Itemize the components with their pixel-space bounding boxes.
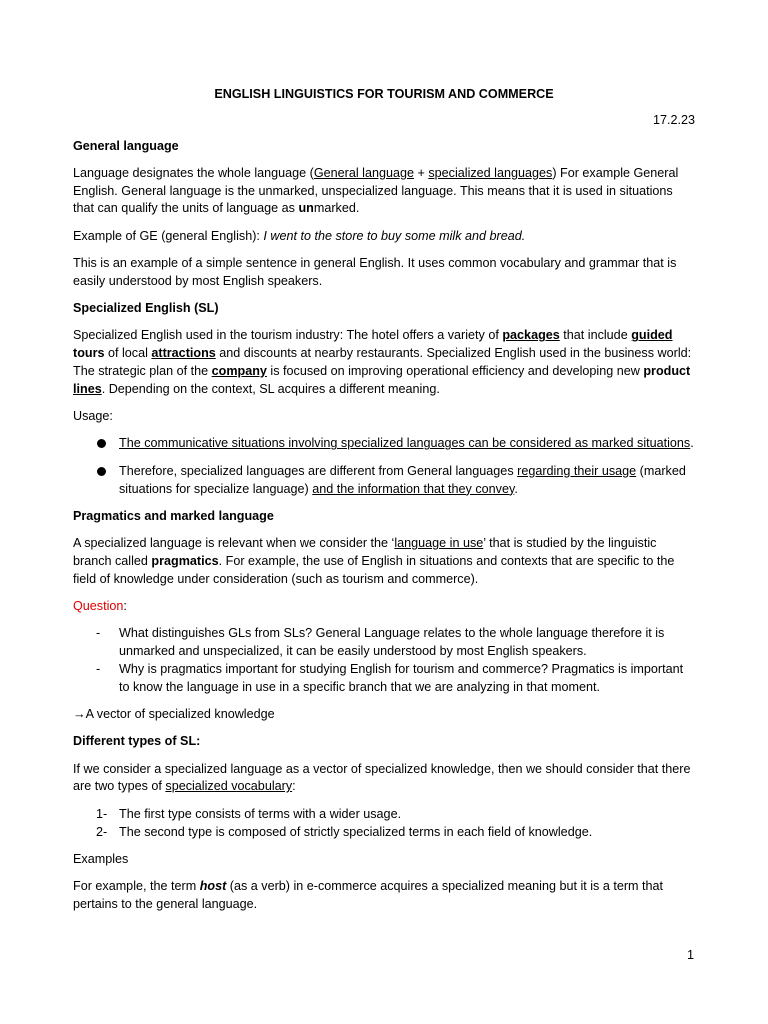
text-run: For example, the term [73, 879, 200, 894]
underlined-term: regarding their usage [517, 463, 637, 478]
text-run: ’ that is studied by the linguistic branch called [73, 536, 657, 568]
document-body [73, 86, 695, 923]
text-run: A specialized language is relevant when we consider the ‘ [73, 536, 395, 551]
question-label-line [73, 598, 695, 616]
text-run: marked. [313, 201, 360, 216]
general-language-paragraph [73, 165, 695, 218]
text-run: . For example, the use of English in situations and contexts that are specific to the field of knowledge under consideration (such as tourism and commerce). [73, 553, 675, 586]
text-run: What distinguishes GLs from SLs? General Language relates to the whole language therefore it is unmarked and unspecialized, it can be easily understood by most English speakers. [119, 626, 665, 659]
examples-paragraph [73, 878, 695, 914]
types-numbered-list [73, 806, 695, 842]
underlined-term: language in use [394, 536, 484, 551]
list-item [73, 435, 695, 453]
bold-term: un [298, 201, 314, 216]
underlined-term: The communicative situations involving specialized languages can be considered as marked situations [119, 436, 691, 451]
underlined-term: and the information that they convey [312, 481, 515, 496]
text-run: : [292, 779, 296, 794]
question-dash-list [73, 625, 695, 696]
section-heading-general-language: General language [73, 138, 179, 153]
bullet-icon [97, 439, 106, 448]
underlined-term: specialized languages [428, 165, 553, 180]
bold-underlined-term: guided [631, 328, 673, 343]
vector-line: →A vector of specialized knowledge [73, 707, 275, 722]
list-item [73, 824, 695, 842]
text-run: . [514, 481, 518, 496]
bold-underlined-term: lines [73, 381, 102, 396]
specialized-english-paragraph [73, 327, 695, 398]
text-run: Why is pragmatics important for studying English for tourism and commerce? Pragmatics is important to know the language in use in a specific branch that we are analyzing in that moment. [119, 661, 684, 694]
section-heading-pragmatics: Pragmatics and marked language [73, 508, 274, 523]
list-item [73, 625, 695, 661]
text-run: . [690, 436, 694, 451]
general-english-explanation-paragraph: This is an example of a simple sentence in general English. It uses common vocabulary and grammar that is easily understood by most English speakers. [73, 256, 677, 288]
bold-italic-term: host [199, 879, 227, 894]
document-title: ENGLISH LINGUISTICS FOR TOURISM AND COMMERCE [214, 87, 554, 101]
text-run: that include [559, 328, 632, 343]
text-run: ) For example General English. General language is the unmarked, unspecialized language. This means that it is used in situations that can qualify the units of language as [73, 165, 679, 216]
section-heading-types: Different types of SL: [73, 734, 201, 749]
question-label: Question [73, 599, 124, 614]
dash-marker: - [96, 661, 101, 676]
bold-term: pragmatics [151, 553, 219, 568]
list-item [73, 463, 695, 499]
general-english-example-paragraph [73, 228, 695, 246]
text-run: Example of GE (general English): [73, 228, 264, 243]
bold-underlined-term: attractions [151, 346, 216, 361]
bold-underlined-term: company [211, 364, 267, 379]
examples-label: Examples [73, 851, 129, 866]
document-date: 17.2.23 [652, 112, 695, 127]
text-run: Language designates the whole language ( [73, 165, 314, 180]
text-run: + [414, 165, 429, 180]
types-paragraph [73, 761, 695, 797]
bold-term: product [643, 364, 691, 379]
bold-term: tours [73, 346, 105, 361]
list-item [73, 661, 695, 697]
number-marker: 1- [96, 806, 108, 821]
pragmatics-paragraph [73, 535, 695, 588]
text-run: and discounts at nearby restaurants. Specialized English used in the business world: The strategic plan of the [73, 346, 692, 379]
text-run: of local [104, 346, 152, 361]
dash-marker: - [96, 626, 101, 641]
usage-bullet-list [73, 435, 695, 498]
text-run: . Depending on the context, SL acquires a different meaning. [101, 381, 440, 396]
text-run: (marked situations for specialize language) [119, 463, 686, 496]
underlined-term: General language [313, 165, 415, 180]
number-marker: 2- [96, 824, 108, 839]
underlined-term: specialized vocabulary [165, 779, 293, 794]
list-item [73, 806, 695, 824]
usage-label: Usage: [73, 409, 113, 424]
text-run: The first type consists of terms with a wider usage. [119, 806, 402, 821]
example-sentence: I went to the store to buy some milk and bread. [263, 228, 526, 243]
bold-underlined-term: packages [502, 328, 560, 343]
text-run: : [123, 599, 127, 614]
text-run: Specialized English used in the tourism industry: The hotel offers a variety of [73, 328, 503, 343]
text-run: Therefore, specialized languages are different from General languages [119, 463, 518, 478]
bullet-icon [97, 467, 106, 476]
text-run: (as a verb) in e-commerce acquires a specialized meaning but it is a term that pertains to the general language. [73, 879, 664, 911]
text-run: is focused on improving operational efficiency and developing new [266, 364, 644, 379]
text-run: If we consider a specialized language as a vector of specialized knowledge, then we should consider that there are two types of [73, 761, 691, 794]
page-number: 1 [686, 948, 694, 962]
section-heading-specialized-english: Specialized English (SL) [73, 301, 219, 316]
text-run: The second type is composed of strictly specialized terms in each field of knowledge. [119, 824, 593, 839]
